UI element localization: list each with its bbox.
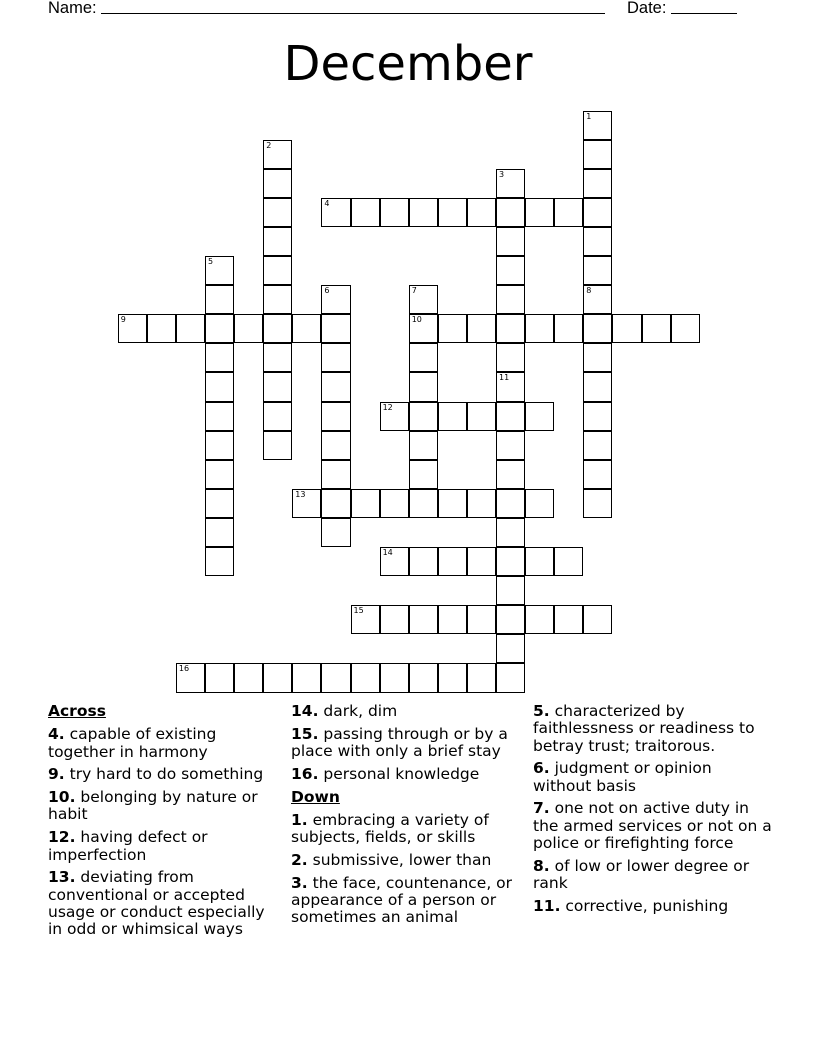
crossword-cell[interactable] xyxy=(583,460,612,489)
crossword-cell[interactable] xyxy=(409,489,438,518)
crossword-cell[interactable] xyxy=(409,314,438,343)
clue-item xyxy=(48,869,283,938)
crossword-cell[interactable] xyxy=(554,605,583,634)
crossword-cell[interactable] xyxy=(409,431,438,460)
clue-text: try hard to do something xyxy=(69,765,264,784)
crossword-cell[interactable] xyxy=(438,489,467,518)
clue-number: 12 xyxy=(382,402,393,412)
clue-item xyxy=(291,703,526,720)
crossword-cell[interactable] xyxy=(554,314,583,343)
crossword-cell[interactable] xyxy=(583,431,612,460)
crossword-cell[interactable] xyxy=(409,372,438,401)
crossword-cell[interactable] xyxy=(496,518,525,547)
crossword-cell[interactable] xyxy=(438,198,467,227)
clue-text: passing through or by a place with only a brief stay xyxy=(291,724,508,761)
crossword-cell[interactable] xyxy=(205,489,234,518)
crossword-cell[interactable] xyxy=(496,547,525,576)
crossword-cell[interactable] xyxy=(147,314,176,343)
crossword-cell[interactable] xyxy=(263,198,292,227)
crossword-cell[interactable] xyxy=(263,227,292,256)
crossword-cell[interactable] xyxy=(496,198,525,227)
crossword-cell[interactable] xyxy=(380,547,409,576)
clue-item xyxy=(48,829,283,864)
clue-item xyxy=(48,789,283,824)
crossword-cell[interactable] xyxy=(351,663,380,692)
crossword-cell[interactable] xyxy=(496,372,525,401)
clue-text: of low or lower degree or rank xyxy=(533,856,750,893)
clue-number: 6 xyxy=(324,286,330,296)
clue-text: personal knowledge xyxy=(323,764,480,783)
crossword-cell[interactable] xyxy=(409,285,438,314)
crossword-cell[interactable] xyxy=(321,460,350,489)
crossword-cell[interactable] xyxy=(496,576,525,605)
crossword-cell[interactable] xyxy=(554,547,583,576)
crossword-cell[interactable] xyxy=(321,431,350,460)
crossword-cell[interactable] xyxy=(496,431,525,460)
clue-number: 14 xyxy=(382,548,393,557)
crossword-cell[interactable] xyxy=(496,489,525,518)
clue-text: dark, dim xyxy=(323,702,398,720)
crossword-cell[interactable] xyxy=(583,285,612,314)
clue-text: corrective, punishing xyxy=(565,896,729,915)
crossword-cell[interactable] xyxy=(234,663,263,692)
clue-text: deviating from conventional or accepted usage or conduct especially in odd or whimsical ways xyxy=(48,868,265,939)
crossword-cell[interactable] xyxy=(380,198,409,227)
crossword-cell[interactable] xyxy=(583,198,612,227)
crossword-cell[interactable] xyxy=(263,663,292,692)
clue-number: 4 xyxy=(324,198,330,208)
clue-text: submissive, lower than xyxy=(312,851,492,870)
crossword-cell[interactable] xyxy=(467,198,496,227)
crossword-cell[interactable] xyxy=(292,663,321,692)
crossword-cell[interactable] xyxy=(554,198,583,227)
crossword-cell[interactable] xyxy=(205,402,234,431)
clue-number-label: 15. xyxy=(291,724,319,743)
crossword-cell[interactable] xyxy=(496,343,525,372)
clue-text: capable of existing together in harmony xyxy=(48,725,217,761)
crossword-cell[interactable] xyxy=(583,111,612,140)
crossword-cell[interactable] xyxy=(438,547,467,576)
crossword-cell[interactable] xyxy=(263,285,292,314)
down-heading: Down xyxy=(291,787,340,806)
crossword-cell[interactable] xyxy=(321,372,350,401)
crossword-cell[interactable] xyxy=(467,547,496,576)
crossword-cell[interactable] xyxy=(205,314,234,343)
clue-number-label: 3. xyxy=(291,873,308,892)
crossword-cell[interactable] xyxy=(525,547,554,576)
crossword-cell[interactable] xyxy=(409,547,438,576)
clue-text: belonging by nature or habit xyxy=(48,788,258,824)
clue-number: 1 xyxy=(586,111,592,121)
across-heading: Across xyxy=(48,702,106,720)
clue-item xyxy=(533,800,773,852)
crossword-cell[interactable] xyxy=(205,285,234,314)
clue-number: 10 xyxy=(411,315,422,325)
clue-number: 16 xyxy=(178,664,190,674)
crossword-cell[interactable] xyxy=(321,343,350,372)
crossword-cell[interactable] xyxy=(496,605,525,634)
clue-item xyxy=(291,852,526,869)
crossword-cell[interactable] xyxy=(496,663,525,692)
date-label: Date: xyxy=(627,0,667,17)
crossword-cell[interactable] xyxy=(205,663,234,692)
clue-item xyxy=(291,812,526,847)
crossword-cell[interactable] xyxy=(525,314,554,343)
clue-number: 13 xyxy=(295,489,306,499)
crossword-cell[interactable] xyxy=(583,343,612,372)
clue-item xyxy=(48,726,283,761)
clue-number: 2 xyxy=(266,140,272,150)
crossword-cell[interactable] xyxy=(292,314,321,343)
crossword-cell[interactable] xyxy=(380,489,409,518)
clues-column-1 xyxy=(48,703,283,944)
crossword-cell[interactable] xyxy=(205,547,234,576)
crossword-cell[interactable] xyxy=(234,314,263,343)
clue-item xyxy=(48,766,283,783)
crossword-cell[interactable] xyxy=(438,402,467,431)
crossword-cell[interactable] xyxy=(525,489,554,518)
clue-number-label: 4. xyxy=(48,725,65,744)
crossword-cell[interactable] xyxy=(380,663,409,692)
crossword-cell[interactable] xyxy=(496,227,525,256)
crossword-cell[interactable] xyxy=(467,605,496,634)
crossword-cell[interactable] xyxy=(438,314,467,343)
clue-item xyxy=(533,898,773,915)
crossword-cell[interactable] xyxy=(263,372,292,401)
crossword-cell[interactable] xyxy=(321,285,350,314)
clue-item xyxy=(533,858,773,893)
clue-text: the face, countenance, or appearance of a person or sometimes an animal xyxy=(291,873,513,927)
crossword-cell[interactable] xyxy=(525,402,554,431)
crossword-cell[interactable] xyxy=(351,198,380,227)
crossword-cell[interactable] xyxy=(205,460,234,489)
crossword-cell[interactable] xyxy=(321,314,350,343)
crossword-cell[interactable] xyxy=(205,256,234,285)
crossword-cell[interactable] xyxy=(671,314,700,343)
crossword-cell[interactable] xyxy=(583,402,612,431)
crossword-cell[interactable] xyxy=(583,372,612,401)
clue-number-label: 2. xyxy=(291,851,308,870)
crossword-cell[interactable] xyxy=(205,431,234,460)
clues-column-3 xyxy=(533,703,773,921)
down-clue-list-continued xyxy=(533,703,773,915)
crossword-cell[interactable] xyxy=(176,663,205,692)
crossword-cell[interactable] xyxy=(496,285,525,314)
crossword-cell[interactable] xyxy=(263,256,292,285)
clue-text: having defect or imperfection xyxy=(48,828,208,864)
crossword-cell[interactable] xyxy=(525,198,554,227)
crossword-cell[interactable] xyxy=(118,314,147,343)
crossword-cell[interactable] xyxy=(438,663,467,692)
clue-number: 8 xyxy=(586,286,592,296)
clue-number-label: 5. xyxy=(533,702,550,720)
crossword-cell[interactable] xyxy=(321,518,350,547)
crossword-cell[interactable] xyxy=(321,402,350,431)
clue-number: 5 xyxy=(208,257,214,266)
crossword-cell[interactable] xyxy=(467,663,496,692)
clue-number-label: 6. xyxy=(533,759,550,778)
clue-number-label: 9. xyxy=(48,765,65,784)
clue-number: 9 xyxy=(120,315,126,325)
crossword-cell[interactable] xyxy=(583,489,612,518)
clue-number-label: 1. xyxy=(291,810,308,829)
across-clue-list-continued xyxy=(291,703,526,783)
clue-text: judgment or opinion without basis xyxy=(533,759,712,795)
crossword-cell[interactable] xyxy=(583,314,612,343)
crossword-cell[interactable] xyxy=(642,314,671,343)
clue-text: characterized by faithlessness or readiness to betray trust; traitorous. xyxy=(533,702,755,755)
crossword-cell[interactable] xyxy=(409,663,438,692)
clue-number: 7 xyxy=(411,286,417,296)
crossword-cell[interactable] xyxy=(409,605,438,634)
clue-item xyxy=(533,760,773,795)
clue-number-label: 11. xyxy=(533,896,561,915)
across-clue-list xyxy=(48,726,283,938)
crossword-cell[interactable] xyxy=(409,402,438,431)
crossword-cell[interactable] xyxy=(467,314,496,343)
crossword-cell[interactable] xyxy=(321,198,350,227)
crossword-cell[interactable] xyxy=(583,256,612,285)
crossword-cell[interactable] xyxy=(263,169,292,198)
crossword-cell[interactable] xyxy=(409,460,438,489)
clue-number-label: 14. xyxy=(291,702,319,720)
crossword-cell[interactable] xyxy=(496,634,525,663)
clue-number-label: 10. xyxy=(48,788,76,807)
crossword-cell[interactable] xyxy=(263,140,292,169)
crossword-cell[interactable] xyxy=(321,663,350,692)
clue-item xyxy=(533,703,773,755)
crossword-cell[interactable] xyxy=(263,431,292,460)
crossword-cell[interactable] xyxy=(496,256,525,285)
clue-number: 15 xyxy=(353,606,364,616)
crossword-cell[interactable] xyxy=(496,402,525,431)
clue-item xyxy=(291,875,526,927)
clues-column-2 xyxy=(291,703,526,932)
crossword-cell[interactable] xyxy=(409,343,438,372)
crossword-cell[interactable] xyxy=(612,314,641,343)
crossword-cell[interactable] xyxy=(438,605,467,634)
crossword-cell[interactable] xyxy=(176,314,205,343)
clue-text: one not on active duty in the armed services or not on a police or firefighting force xyxy=(533,799,772,853)
crossword-cell[interactable] xyxy=(467,489,496,518)
crossword-cell[interactable] xyxy=(496,169,525,198)
clue-number-label: 13. xyxy=(48,868,76,887)
crossword-cell[interactable] xyxy=(292,489,321,518)
clue-number: 3 xyxy=(499,169,505,179)
crossword-cell[interactable] xyxy=(496,314,525,343)
crossword-cell[interactable] xyxy=(409,198,438,227)
crossword-cell[interactable] xyxy=(583,169,612,198)
crossword-cell[interactable] xyxy=(351,605,380,634)
clue-number: 11 xyxy=(499,373,510,383)
name-label: Name: xyxy=(48,0,97,17)
clue-number-label: 12. xyxy=(48,828,76,847)
crossword-cell[interactable] xyxy=(380,605,409,634)
crossword-cell[interactable] xyxy=(205,518,234,547)
clue-number-label: 8. xyxy=(533,856,550,875)
crossword-cell[interactable] xyxy=(467,402,496,431)
crossword-cell[interactable] xyxy=(321,489,350,518)
crossword-cell[interactable] xyxy=(263,343,292,372)
crossword-cell[interactable] xyxy=(263,402,292,431)
clue-item xyxy=(291,726,526,761)
crossword-cell[interactable] xyxy=(380,402,409,431)
crossword-cell[interactable] xyxy=(583,227,612,256)
clue-text: embracing a variety of subjects, fields, or skills xyxy=(291,810,489,847)
crossword-cell[interactable] xyxy=(525,605,554,634)
clue-number-label: 16. xyxy=(291,764,319,783)
crossword-cell[interactable] xyxy=(263,314,292,343)
down-clue-list xyxy=(291,812,526,927)
crossword-cell[interactable] xyxy=(583,140,612,169)
crossword-cell[interactable] xyxy=(205,372,234,401)
crossword-cell[interactable] xyxy=(205,343,234,372)
crossword-cell[interactable] xyxy=(351,489,380,518)
crossword-cell[interactable] xyxy=(583,605,612,634)
crossword-cell[interactable] xyxy=(496,460,525,489)
page-title: December xyxy=(283,36,533,92)
clue-number-label: 7. xyxy=(533,799,550,818)
clue-item xyxy=(291,766,526,783)
